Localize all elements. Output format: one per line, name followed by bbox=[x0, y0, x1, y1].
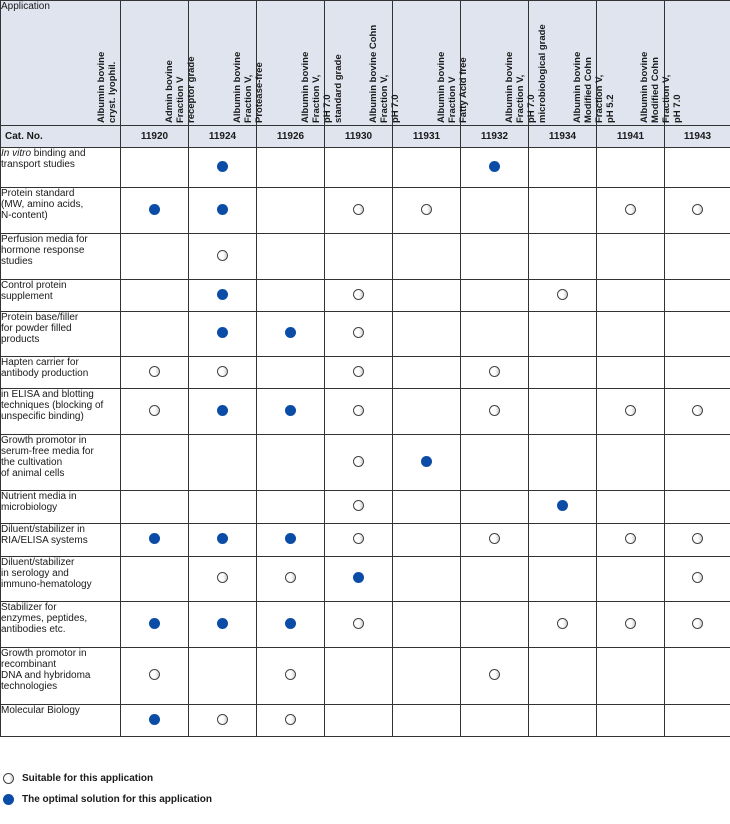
legend-suitable bbox=[3, 773, 153, 784]
application-label bbox=[1, 524, 121, 557]
suitable-circle-icon bbox=[489, 669, 500, 680]
application-label-line: DNA and hybridoma bbox=[1, 670, 91, 681]
application-label-line: for powder filled bbox=[1, 323, 72, 334]
suitability-cell bbox=[121, 557, 189, 602]
product-name-line: Fraction V, bbox=[593, 74, 605, 123]
suitability-cell bbox=[665, 557, 730, 602]
suitability-cell bbox=[121, 357, 189, 389]
application-label bbox=[1, 602, 121, 648]
product-name-line: pH 5.2 bbox=[604, 94, 616, 123]
application-label-line: Protein base/filler bbox=[1, 312, 79, 323]
cat-number: 11943 bbox=[665, 126, 730, 148]
table-row bbox=[1, 357, 730, 389]
suitable-circle-icon bbox=[3, 773, 14, 784]
optimal-dot-icon bbox=[217, 618, 228, 629]
suitability-cell bbox=[597, 148, 665, 188]
suitability-cell bbox=[121, 435, 189, 491]
application-label-line: Growth promotor in bbox=[1, 648, 87, 659]
suitability-cell bbox=[393, 148, 461, 188]
header-row bbox=[1, 1, 730, 126]
suitability-cell bbox=[189, 188, 257, 234]
application-label-line: hormone response bbox=[1, 245, 85, 256]
suitability-cell bbox=[461, 148, 529, 188]
suitable-circle-icon bbox=[353, 204, 364, 215]
table-row bbox=[1, 524, 730, 557]
suitability-cell bbox=[461, 280, 529, 312]
suitability-cell bbox=[189, 705, 257, 737]
suitability-cell bbox=[529, 148, 597, 188]
suitability-cell bbox=[393, 280, 461, 312]
suitability-cell bbox=[189, 648, 257, 705]
suitability-cell bbox=[325, 557, 393, 602]
suitability-cell bbox=[393, 357, 461, 389]
suitability-cell bbox=[325, 357, 393, 389]
application-label-line: In vitro binding and bbox=[1, 148, 86, 159]
suitable-circle-icon bbox=[625, 618, 636, 629]
suitability-cell bbox=[461, 524, 529, 557]
table-row bbox=[1, 389, 730, 435]
application-label-line: antibody production bbox=[1, 368, 89, 379]
product-name-line: Fraction V, bbox=[660, 74, 672, 123]
suitability-cell bbox=[393, 389, 461, 435]
optimal-dot-icon bbox=[217, 405, 228, 416]
suitability-cell bbox=[121, 524, 189, 557]
suitability-cell bbox=[461, 234, 529, 280]
optimal-dot-icon bbox=[421, 456, 432, 467]
cat-number: 11930 bbox=[325, 126, 393, 148]
application-label-line: N-content) bbox=[1, 210, 48, 221]
application-label bbox=[1, 148, 121, 188]
suitability-cell bbox=[461, 648, 529, 705]
suitability-cell bbox=[393, 602, 461, 648]
suitability-cell bbox=[257, 389, 325, 435]
suitability-cell bbox=[529, 602, 597, 648]
cat-number: 11932 bbox=[461, 126, 529, 148]
suitability-cell bbox=[121, 389, 189, 435]
suitability-cell bbox=[393, 234, 461, 280]
suitability-cell bbox=[665, 648, 730, 705]
application-label-line: Molecular Biology bbox=[1, 705, 80, 716]
optimal-dot-icon bbox=[3, 794, 14, 805]
suitability-cell bbox=[461, 602, 529, 648]
application-label bbox=[1, 312, 121, 357]
suitability-cell bbox=[325, 648, 393, 705]
application-label-line: Hapten carrier for bbox=[1, 357, 79, 368]
optimal-dot-icon bbox=[285, 618, 296, 629]
suitable-circle-icon bbox=[625, 204, 636, 215]
suitability-cell bbox=[257, 648, 325, 705]
table-row bbox=[1, 648, 730, 705]
suitable-circle-icon bbox=[353, 500, 364, 511]
product-name-line: pH 7.0 bbox=[525, 94, 537, 123]
suitability-cell bbox=[597, 188, 665, 234]
suitability-cell bbox=[393, 557, 461, 602]
cat-number: 11941 bbox=[597, 126, 665, 148]
application-label-line: Protein standard bbox=[1, 188, 75, 199]
suitability-cell bbox=[121, 188, 189, 234]
product-name-line: pH 7.0 bbox=[671, 94, 683, 123]
suitability-cell bbox=[257, 557, 325, 602]
suitability-cell bbox=[257, 602, 325, 648]
suitability-cell bbox=[665, 280, 730, 312]
suitable-circle-icon bbox=[353, 366, 364, 377]
suitability-cell bbox=[189, 389, 257, 435]
suitable-circle-icon bbox=[149, 366, 160, 377]
application-label-line: unspecific binding) bbox=[1, 411, 84, 422]
suitable-circle-icon bbox=[353, 289, 364, 300]
suitability-cell bbox=[257, 435, 325, 491]
suitability-cell bbox=[189, 357, 257, 389]
suitability-cell bbox=[189, 491, 257, 524]
table-row bbox=[1, 705, 730, 737]
cat-no-label: Cat. No. bbox=[1, 126, 121, 148]
application-label-line: Control protein bbox=[1, 280, 67, 291]
cat-number: 11924 bbox=[189, 126, 257, 148]
suitability-cell bbox=[597, 357, 665, 389]
suitability-cell bbox=[665, 524, 730, 557]
optimal-dot-icon bbox=[217, 204, 228, 215]
suitability-cell bbox=[189, 557, 257, 602]
suitability-cell bbox=[121, 234, 189, 280]
optimal-dot-icon bbox=[353, 572, 364, 583]
suitability-cell bbox=[325, 280, 393, 312]
suitability-cell bbox=[257, 188, 325, 234]
application-label-line: RIA/ELISA systems bbox=[1, 535, 88, 546]
suitability-cell bbox=[325, 148, 393, 188]
suitable-circle-icon bbox=[285, 669, 296, 680]
suitability-cell bbox=[665, 312, 730, 357]
suitable-circle-icon bbox=[353, 327, 364, 338]
optimal-dot-icon bbox=[285, 327, 296, 338]
suitability-cell bbox=[121, 602, 189, 648]
table-row bbox=[1, 148, 730, 188]
application-label-line: the cultivation bbox=[1, 457, 63, 468]
suitability-cell bbox=[665, 705, 730, 737]
suitability-cell bbox=[189, 312, 257, 357]
suitability-cell bbox=[665, 357, 730, 389]
product-name-line: pH 7.0 bbox=[389, 94, 401, 123]
application-label-line: recombinant bbox=[1, 659, 57, 670]
suitability-cell bbox=[189, 234, 257, 280]
optimal-dot-icon bbox=[149, 533, 160, 544]
table-row bbox=[1, 188, 730, 234]
suitable-circle-icon bbox=[217, 366, 228, 377]
suitability-cell bbox=[325, 602, 393, 648]
suitability-cell bbox=[393, 491, 461, 524]
product-name-line: standard grade bbox=[332, 54, 344, 123]
product-name-line: cryst. lyophil. bbox=[106, 61, 118, 123]
product-name-line: Fraction V, bbox=[242, 74, 254, 123]
application-label-line: transport studies bbox=[1, 159, 75, 170]
suitability-cell bbox=[461, 389, 529, 435]
suitability-cell bbox=[461, 357, 529, 389]
suitable-circle-icon bbox=[217, 250, 228, 261]
suitable-circle-icon bbox=[692, 618, 703, 629]
product-name-line: Admin bovine bbox=[163, 60, 175, 123]
product-name-line: Fraction V bbox=[174, 76, 186, 123]
suitability-cell bbox=[257, 312, 325, 357]
suitability-cell bbox=[325, 491, 393, 524]
suitability-cell bbox=[257, 280, 325, 312]
optimal-dot-icon bbox=[557, 500, 568, 511]
optimal-dot-icon bbox=[217, 327, 228, 338]
suitability-cell bbox=[665, 491, 730, 524]
suitability-cell bbox=[325, 312, 393, 357]
suitability-cell bbox=[121, 148, 189, 188]
suitability-cell bbox=[325, 389, 393, 435]
application-label-line: Nutrient media in bbox=[1, 491, 77, 502]
cat-number: 11926 bbox=[257, 126, 325, 148]
suitability-cell bbox=[121, 705, 189, 737]
application-label-line: enzymes, peptides, bbox=[1, 613, 88, 624]
suitability-cell bbox=[597, 705, 665, 737]
suitability-cell bbox=[121, 280, 189, 312]
optimal-dot-icon bbox=[217, 161, 228, 172]
product-name-line: Albumin bovine Cohn bbox=[367, 24, 379, 123]
suitable-circle-icon bbox=[692, 572, 703, 583]
optimal-dot-icon bbox=[149, 204, 160, 215]
suitable-circle-icon bbox=[149, 669, 160, 680]
suitability-cell bbox=[325, 234, 393, 280]
suitability-cell bbox=[529, 557, 597, 602]
table-row bbox=[1, 602, 730, 648]
suitability-cell bbox=[597, 435, 665, 491]
suitability-cell bbox=[461, 491, 529, 524]
application-label-line: immuno-hematology bbox=[1, 579, 92, 590]
application-label bbox=[1, 557, 121, 602]
cat-number: 11931 bbox=[393, 126, 461, 148]
suitability-cell bbox=[665, 389, 730, 435]
application-label-line: Diluent/stabilizer in bbox=[1, 524, 85, 535]
suitability-cell bbox=[597, 602, 665, 648]
application-label-line: microbiology bbox=[1, 502, 58, 513]
suitable-circle-icon bbox=[353, 405, 364, 416]
suitable-circle-icon bbox=[217, 714, 228, 725]
suitability-cell bbox=[665, 188, 730, 234]
table-row bbox=[1, 234, 730, 280]
application-label bbox=[1, 435, 121, 491]
suitable-circle-icon bbox=[285, 572, 296, 583]
suitability-cell bbox=[393, 705, 461, 737]
product-name-line: receptor grade bbox=[185, 56, 197, 123]
italic-prefix: In vitro bbox=[1, 148, 32, 159]
suitability-cell bbox=[597, 389, 665, 435]
suitable-circle-icon bbox=[421, 204, 432, 215]
suitability-cell bbox=[665, 234, 730, 280]
suitable-circle-icon bbox=[625, 533, 636, 544]
suitability-cell bbox=[189, 148, 257, 188]
product-name-line: Albumin bovine bbox=[299, 51, 311, 123]
suitability-cell bbox=[597, 524, 665, 557]
suitability-cell bbox=[257, 705, 325, 737]
optimal-dot-icon bbox=[217, 289, 228, 300]
suitable-circle-icon bbox=[353, 533, 364, 544]
suitability-cell bbox=[597, 648, 665, 705]
suitability-cell bbox=[597, 280, 665, 312]
table-row bbox=[1, 557, 730, 602]
suitability-cell bbox=[529, 389, 597, 435]
application-label-line: Perfusion media for bbox=[1, 234, 88, 245]
product-name-line: Fraction V bbox=[446, 76, 458, 123]
product-name-line: Fraction V, bbox=[378, 74, 390, 123]
application-label-line: antibodies etc. bbox=[1, 624, 66, 635]
application-label-line: Stabilizer for bbox=[1, 602, 57, 613]
suitable-circle-icon bbox=[285, 714, 296, 725]
suitable-circle-icon bbox=[692, 405, 703, 416]
suitability-cell bbox=[665, 148, 730, 188]
optimal-dot-icon bbox=[149, 714, 160, 725]
application-label-line: serum-free media for bbox=[1, 446, 94, 457]
suitability-cell bbox=[257, 491, 325, 524]
application-header: Application bbox=[1, 1, 121, 126]
product-name-line: Albumin bovine bbox=[95, 51, 107, 123]
product-name-line: Albumin bovine bbox=[638, 51, 650, 123]
suitable-circle-icon bbox=[353, 618, 364, 629]
suitability-cell bbox=[257, 234, 325, 280]
suitable-circle-icon bbox=[489, 405, 500, 416]
suitability-cell bbox=[393, 435, 461, 491]
product-name-line: Albumin bovine bbox=[231, 51, 243, 123]
suitability-cell bbox=[461, 435, 529, 491]
product-name-line: Modified Cohn bbox=[649, 57, 661, 123]
optimal-dot-icon bbox=[217, 533, 228, 544]
suitability-cell bbox=[529, 312, 597, 357]
suitability-cell bbox=[189, 435, 257, 491]
application-label bbox=[1, 389, 121, 435]
suitability-cell bbox=[325, 524, 393, 557]
optimal-dot-icon bbox=[285, 405, 296, 416]
suitability-cell bbox=[393, 524, 461, 557]
suitability-cell bbox=[529, 705, 597, 737]
application-label-line: Diluent/stabilizer bbox=[1, 557, 75, 568]
suitable-circle-icon bbox=[489, 366, 500, 377]
suitability-cell bbox=[461, 557, 529, 602]
suitable-circle-icon bbox=[692, 533, 703, 544]
suitability-cell bbox=[529, 435, 597, 491]
suitability-cell bbox=[665, 435, 730, 491]
product-name-line: microbiological grade bbox=[536, 24, 548, 123]
suitability-cell bbox=[597, 557, 665, 602]
suitable-circle-icon bbox=[353, 456, 364, 467]
product-name-line: Protease-free bbox=[253, 62, 265, 123]
suitability-cell bbox=[529, 491, 597, 524]
application-label bbox=[1, 491, 121, 524]
suitability-cell bbox=[325, 435, 393, 491]
suitability-cell bbox=[665, 602, 730, 648]
application-label-line: supplement bbox=[1, 291, 53, 302]
legend-optimal-text: The optimal solution for this application bbox=[22, 794, 212, 805]
suitability-cell bbox=[189, 524, 257, 557]
product-name-line: Modified Cohn bbox=[582, 57, 594, 123]
cat-no-row bbox=[1, 126, 730, 148]
application-label bbox=[1, 234, 121, 280]
suitable-circle-icon bbox=[217, 572, 228, 583]
product-name-line: Fraction V, bbox=[514, 74, 526, 123]
table-row bbox=[1, 312, 730, 357]
legend-optimal bbox=[3, 794, 212, 805]
suitability-cell bbox=[393, 312, 461, 357]
suitability-cell bbox=[189, 602, 257, 648]
suitability-cell bbox=[597, 491, 665, 524]
suitable-circle-icon bbox=[557, 289, 568, 300]
application-label-line: in serology and bbox=[1, 568, 69, 579]
suitability-cell bbox=[257, 357, 325, 389]
suitability-cell bbox=[597, 312, 665, 357]
application-label-line: (MW, amino acids, bbox=[1, 199, 84, 210]
application-label bbox=[1, 188, 121, 234]
suitable-circle-icon bbox=[489, 533, 500, 544]
suitable-circle-icon bbox=[149, 405, 160, 416]
product-header-9 bbox=[638, 1, 730, 126]
suitability-cell bbox=[121, 491, 189, 524]
table-row bbox=[1, 280, 730, 312]
application-label bbox=[1, 280, 121, 312]
application-label-line: products bbox=[1, 334, 40, 345]
optimal-dot-icon bbox=[149, 618, 160, 629]
suitability-cell bbox=[121, 648, 189, 705]
table-row bbox=[1, 435, 730, 491]
product-name-line: Albumin bovine bbox=[435, 51, 447, 123]
optimal-dot-icon bbox=[285, 533, 296, 544]
product-name-line: Albumin bovine bbox=[571, 51, 583, 123]
suitability-cell bbox=[529, 280, 597, 312]
suitability-cell bbox=[597, 234, 665, 280]
application-rows bbox=[1, 148, 730, 737]
application-label-line: in ELISA and blotting bbox=[1, 389, 94, 400]
product-name-line: Fatty Acid free bbox=[457, 57, 469, 123]
suitability-cell bbox=[529, 234, 597, 280]
suitability-cell bbox=[529, 188, 597, 234]
suitable-circle-icon bbox=[692, 204, 703, 215]
suitability-cell bbox=[529, 524, 597, 557]
suitability-cell bbox=[461, 312, 529, 357]
suitability-cell bbox=[121, 312, 189, 357]
application-label-line: technologies bbox=[1, 681, 58, 692]
suitability-cell bbox=[257, 524, 325, 557]
cat-number: 11934 bbox=[529, 126, 597, 148]
suitability-cell bbox=[393, 188, 461, 234]
suitability-cell bbox=[325, 188, 393, 234]
optimal-dot-icon bbox=[489, 161, 500, 172]
table-row bbox=[1, 491, 730, 524]
suitability-cell bbox=[325, 705, 393, 737]
application-label bbox=[1, 705, 121, 737]
cat-number: 11920 bbox=[121, 126, 189, 148]
suitable-circle-icon bbox=[557, 618, 568, 629]
suitability-cell bbox=[189, 280, 257, 312]
suitable-circle-icon bbox=[625, 405, 636, 416]
application-label-line: of animal cells bbox=[1, 468, 65, 479]
product-name-line: pH 7.0 bbox=[321, 94, 333, 123]
product-name-line: Albumin bovine bbox=[503, 51, 515, 123]
application-label-line: Growth promotor in bbox=[1, 435, 87, 446]
suitability-cell bbox=[461, 188, 529, 234]
application-label-line: techniques (blocking of bbox=[1, 400, 104, 411]
product-name-line: Fraction V, bbox=[310, 74, 322, 123]
legend-suitable-text: Suitable for this application bbox=[22, 773, 154, 784]
suitability-cell bbox=[529, 357, 597, 389]
product-name bbox=[639, 5, 730, 123]
application-label bbox=[1, 648, 121, 705]
application-label-line: studies bbox=[1, 256, 33, 267]
application-label bbox=[1, 357, 121, 389]
suitability-cell bbox=[461, 705, 529, 737]
suitability-cell bbox=[393, 648, 461, 705]
suitability-cell bbox=[257, 148, 325, 188]
suitability-cell bbox=[529, 648, 597, 705]
